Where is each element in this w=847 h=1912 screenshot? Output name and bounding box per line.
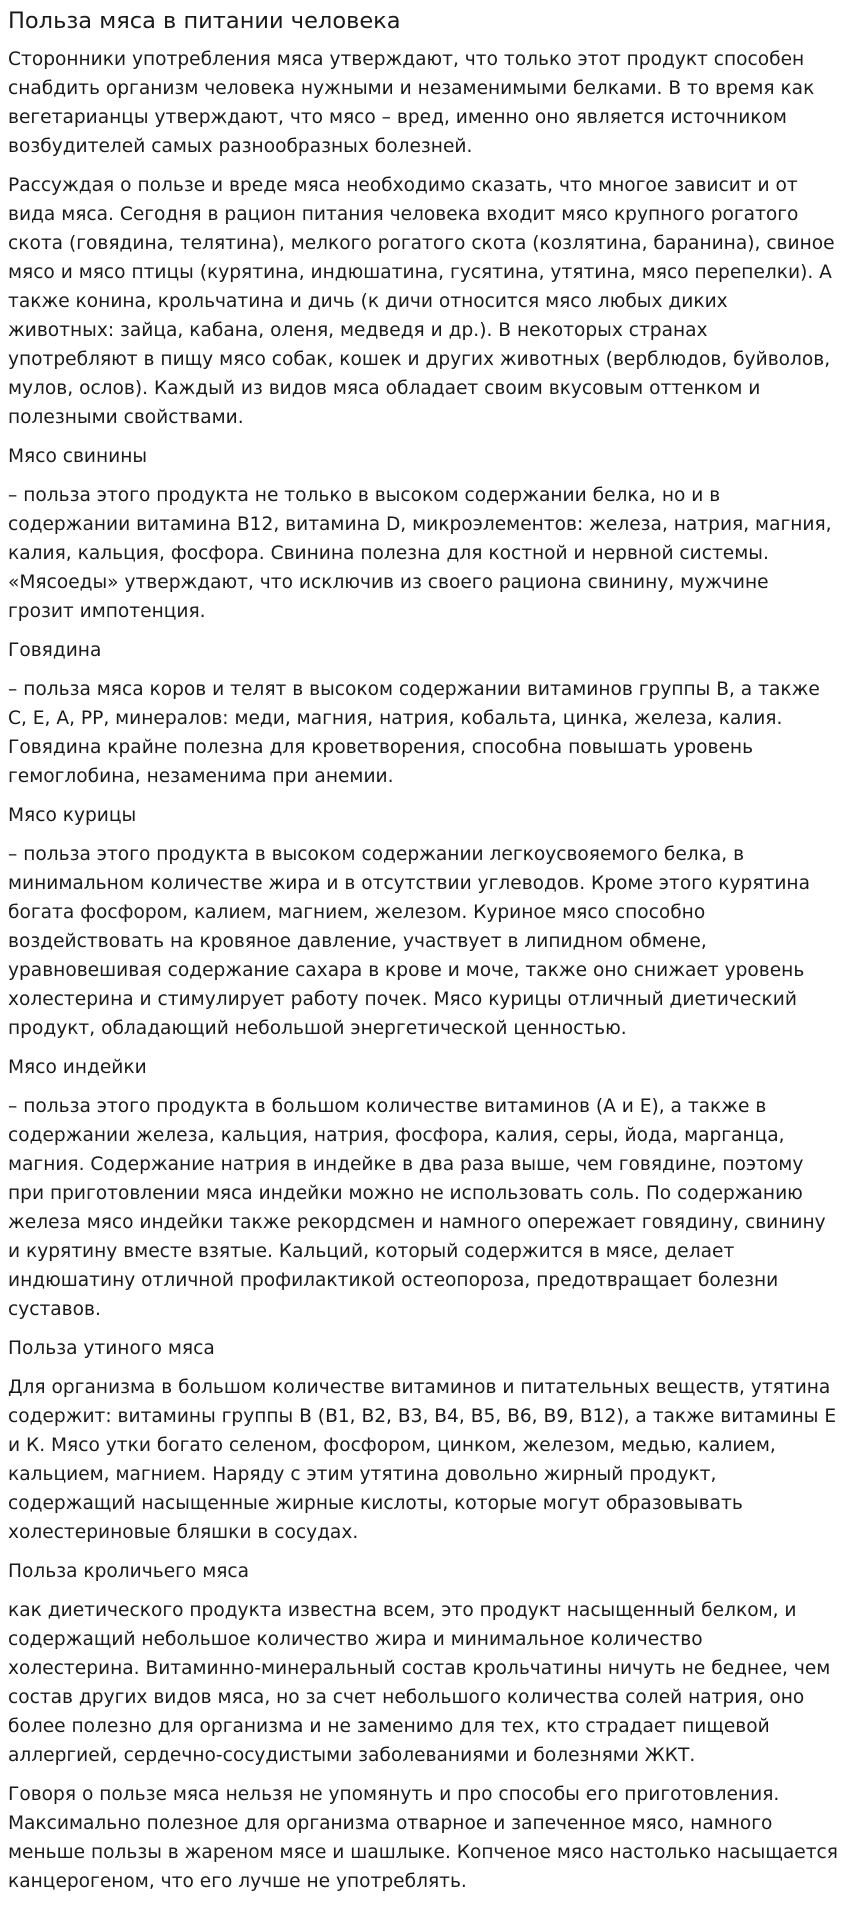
section-text-rabbit: как диетического продукта известна всем, это продукт насыщенный белком, и содержащий небольшое количество жира и минимальное количество холестерина. Витаминно-минеральный состав крольчатины ничуть не беднее, чем состав других видов мяса, но за счет небольшого количества солей натрия, оно более полезно для организма и не заменимо для тех, кто страдает пищевой аллергией, сердечно-сосудистыми заболеваниями и болезнями ЖКТ. xyxy=(8,1600,831,1766)
section-text-duck: Для организма в большом количестве витаминов и питательных веществ, утятина содержит: витамины группы В (В1, В2, В3, В4, В5, В6, В9, В12), а также витамины Е и К. Мясо утки богато селеном, фосфором, цинком, железом, медью, калием, кальцием, магнием. Наряду с этим утятина довольно жирный продукт, содержащий насыщенные жирные кислоты, которые могут образовывать холестериновые бляшки в сосудах. xyxy=(8,1377,837,1543)
article-title: Польза мяса в питании человека xyxy=(8,8,401,34)
section-heading-duck: Польза утиного мяса xyxy=(8,1338,215,1359)
section-heading-pork: Мясо свинины xyxy=(8,446,148,467)
section-heading-rabbit: Польза кроличьего мяса xyxy=(8,1561,250,1582)
intro-paragraph-2: Рассуждая о пользе и вреде мяса необходимо сказать, что многое зависит и от вида мяса. Сегодня в рацион питания человека входит мясо крупного рогатого скота (говядина, телятина), мелкого рогатого скота (козлятина, баранина), свиное мясо и мясо птицы (курятина, индюшатина, гусятина, утятина, мясо перепелки). А также конина, крольчатина и дичь (к дичи относится мясо любых диких животных: зайца, кабана, оленя, медведя и др.). В некоторых странах употребляют в пищу мясо собак, кошек и других животных (верблюдов, буйволов, мулов, ослов). Каждый из видов мяса обладает своим вкусовым оттенком и полезными свойствами. xyxy=(8,175,835,428)
section-heading-chicken: Мясо курицы xyxy=(8,805,137,826)
conclusion-paragraph: Говоря о пользе мяса нельзя не упомянуть и про способы его приготовления. Максимально полезное для организма отварное и запеченное мясо, намного меньше пользы в жареном мясе и шашлыке. Копченое мясо настолько насыщается канцерогеном, что его лучше не употреблять. xyxy=(8,1784,838,1892)
section-heading-turkey: Мясо индейки xyxy=(8,1057,147,1078)
section-text-chicken: – польза этого продукта в высоком содержании легкоусвояемого белка, в минимальном количестве жира и в отсутствии углеводов. Кроме этого курятина богата фосфором, калием, магнием, железом. Куриное мясо способно воздействовать на кровяное давление, участвует в липидном обмене, уравновешивая содержание сахара в крове и моче, также оно снижает уровень холестерина и стимулирует работу почек. Мясо курицы отличный диетический продукт, обладающий небольшой энергетической ценностью. xyxy=(8,844,810,1039)
intro-paragraph-1: Сторонники употребления мяса утверждают, что только этот продукт способен снабдить организм человека нужными и незаменимыми белками. В то время как вегетарианцы утверждают, что мясо – вред, именно оно является источником возбудителей самых разнообразных болезней. xyxy=(8,49,815,157)
section-text-turkey: – польза этого продукта в большом количестве витаминов (А и Е), а также в содержании железа, кальция, натрия, фосфора, калия, серы, йода, марганца, магния. Содержание натрия в индейке в два раза выше, чем говядине, поэтому при приготовлении мяса индейки можно не использовать соль. По содержанию железа мясо индейки также рекордсмен и намного опережает говядину, свинину и курятину вместе взятые. Кальций, который содержится в мясе, делает индюшатину отличной профилактикой остеопороза, предотвращает болезни суставов. xyxy=(8,1096,826,1320)
section-heading-beef: Говядина xyxy=(8,640,102,661)
section-text-pork: – польза этого продукта не только в высоком содержании белка, но и в содержании витамина В12, витамина D, микроэлементов: железа, натрия, магния, калия, кальция, фосфора. Свинина полезна для костной и нервной системы. «Мясоеды» утверждают, что исключив из своего рациона свинину, мужчине грозит импотенция. xyxy=(8,485,832,622)
section-text-beef: – польза мяса коров и телят в высоком содержании витаминов группы В, а также С, Е, А, РР, минералов: меди, магния, натрия, кобальта, цинка, железа, калия. Говядина крайне полезна для кроветворения, способна повышать уровень гемоглобина, незаменима при анемии. xyxy=(8,679,820,787)
